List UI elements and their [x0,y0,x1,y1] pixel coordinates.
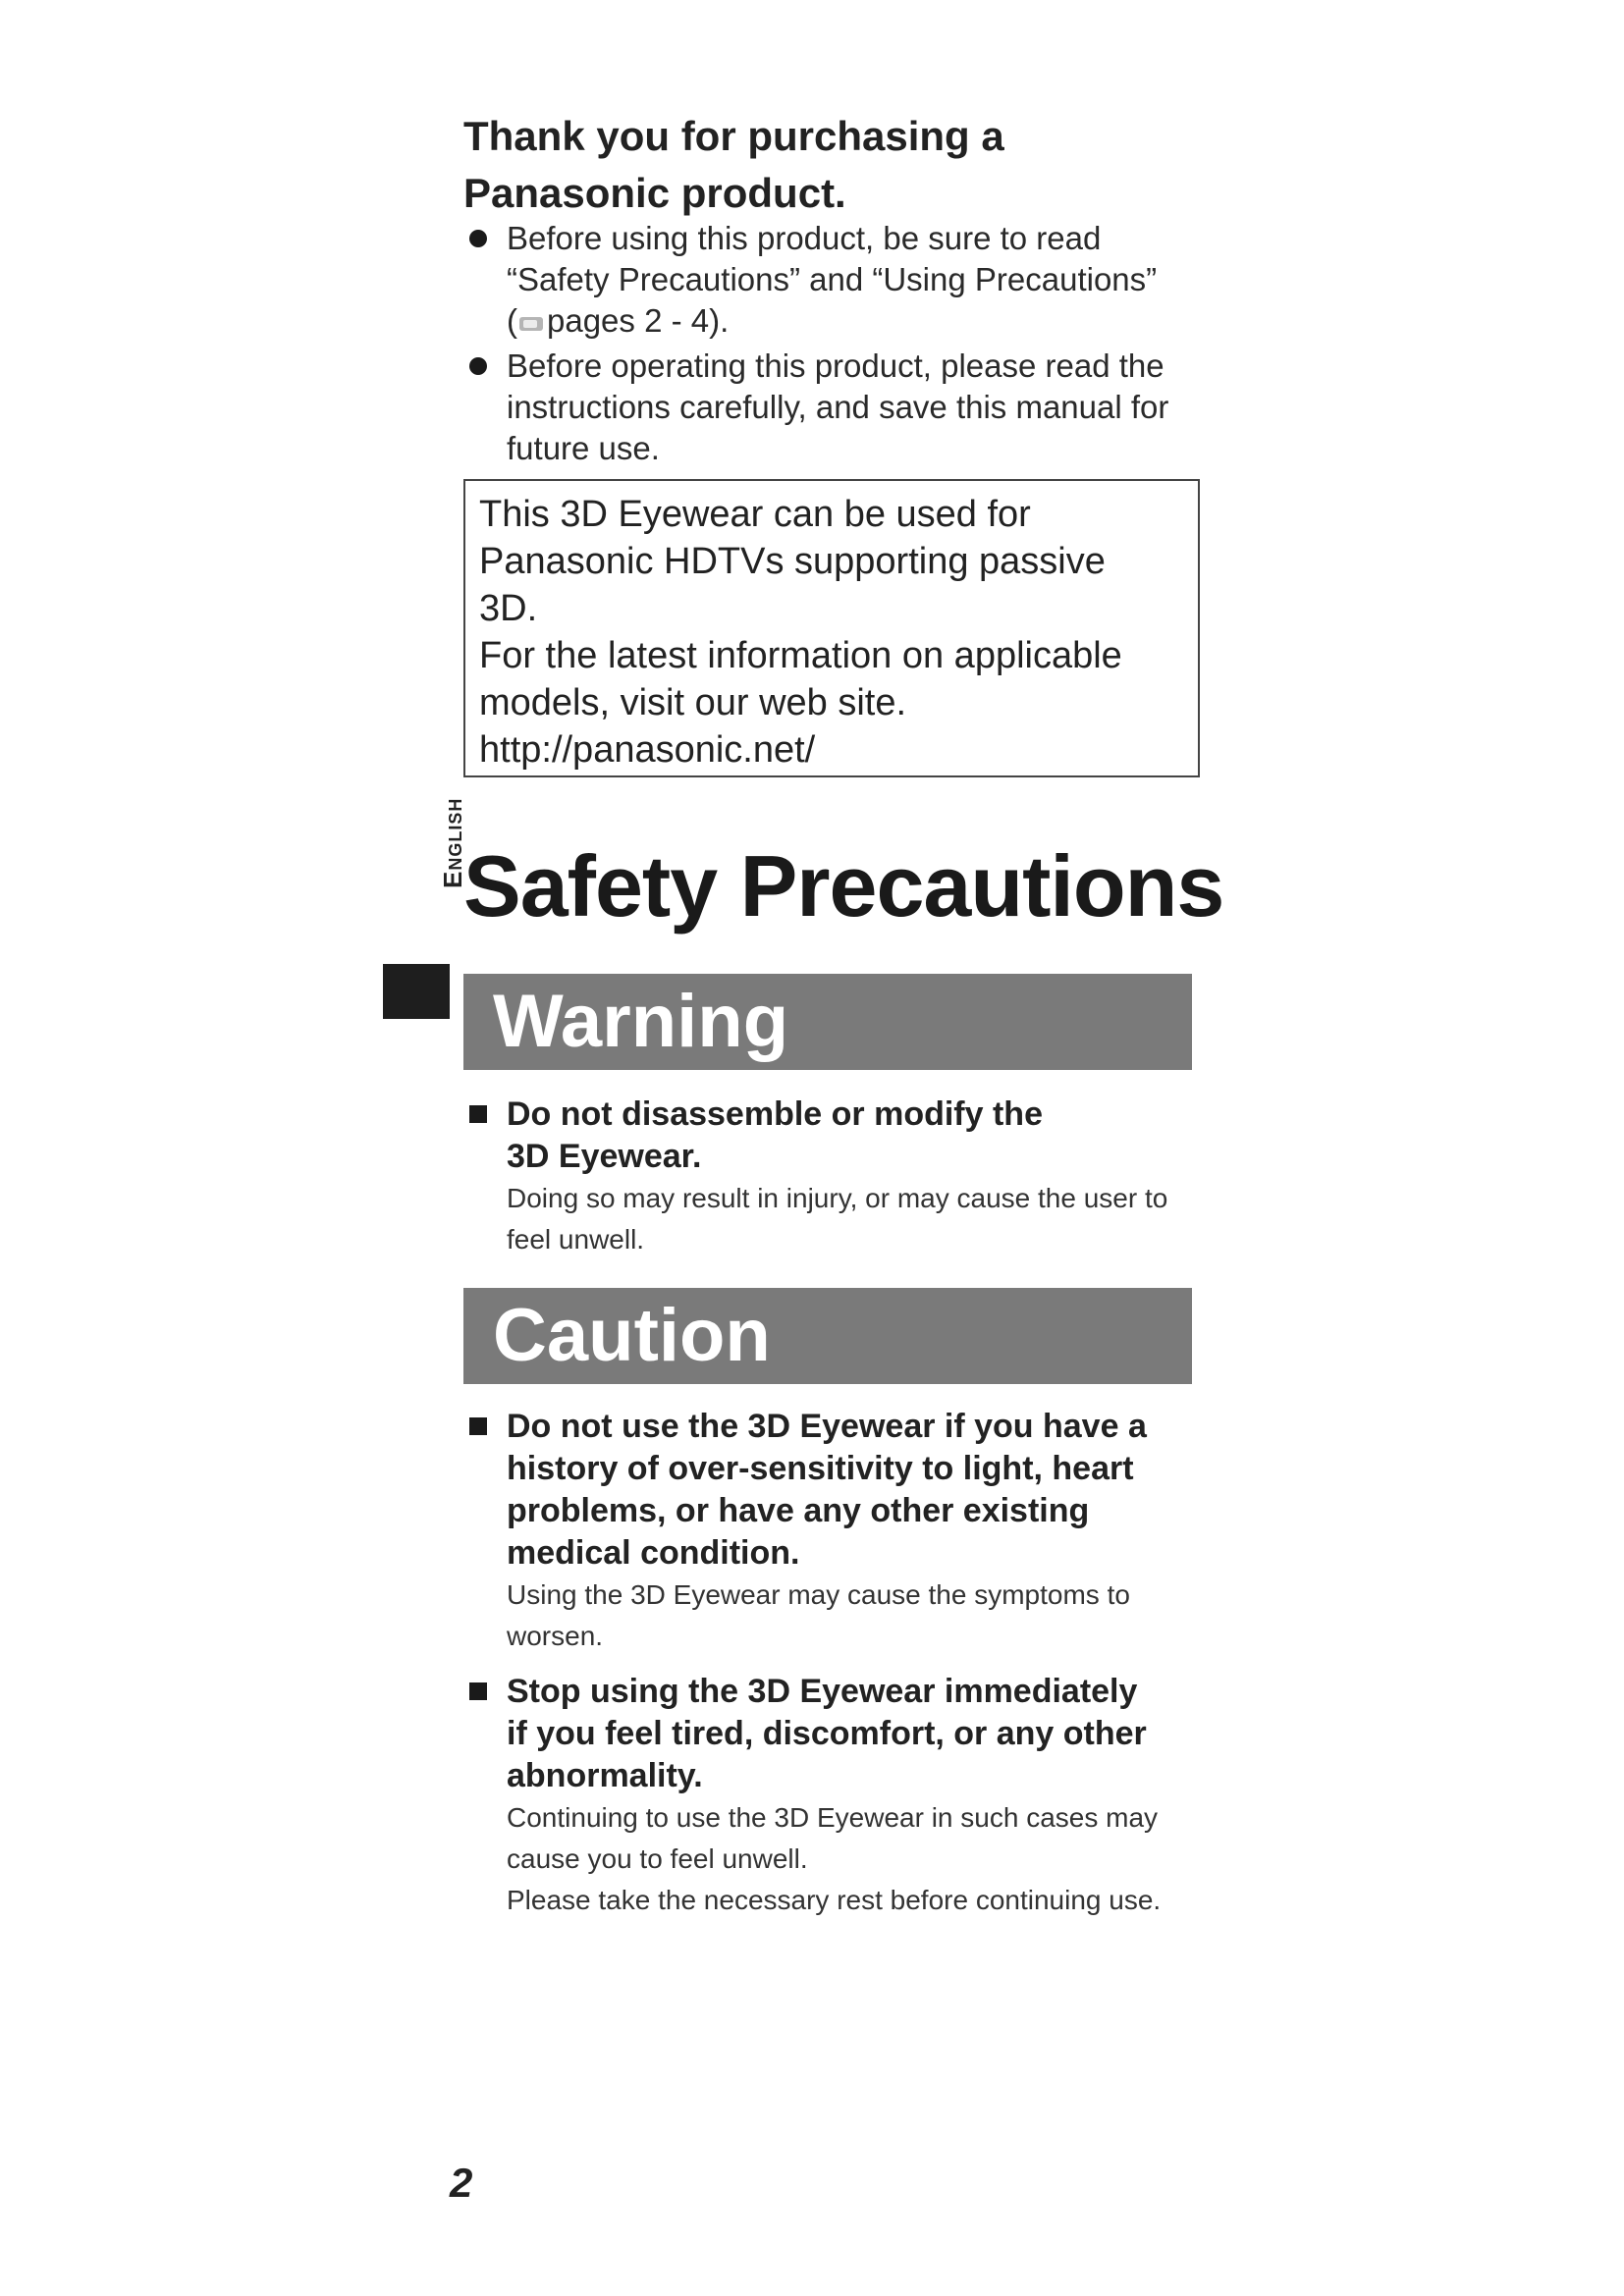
warning-item-description [507,1178,1204,1260]
page-reference-text: pages 2 - 4). [547,302,730,339]
thank-you-heading-line1: Thank you for purchasing a [463,113,1004,159]
caution-item-heading [507,1671,1204,1797]
language-side-tab-marker [383,964,450,1019]
description-line: Doing so may result in injury, or may cause the user to [507,1183,1168,1213]
caution-banner [463,1288,1192,1384]
safety-precautions-title: Safety Precautions [463,837,1224,934]
heading-line: problems, or have any other existing [507,1492,1090,1529]
heading-line: medical condition. [507,1534,800,1572]
bullet-text-line: future use. [507,430,660,466]
heading-line: history of over-sensitivity to light, heart [507,1450,1134,1487]
bullet-text-line: Before using this product, be sure to read [507,220,1102,256]
caution-item-medical [467,1406,1204,1657]
heading-line: Stop using the 3D Eyewear immediately [507,1673,1138,1710]
description-line: Continuing to use the 3D Eyewear in such cases may [507,1802,1159,1833]
warning-item-disassemble [467,1094,1204,1260]
heading-line: abnormality. [507,1757,703,1794]
page-number: 2 [450,2160,473,2206]
info-box-line: Panasonic HDTVs supporting passive [479,541,1106,582]
page-reference-icon [517,313,547,335]
intro-bullet-safety [463,218,1210,342]
info-box-line: models, visit our web site. [479,682,907,723]
warning-item-heading [507,1094,1204,1178]
caution-item-description [507,1797,1204,1921]
thank-you-heading-line2: Panasonic product. [463,170,846,216]
heading-line: if you feel tired, discomfort, or any other [507,1715,1147,1752]
caution-item-heading [507,1406,1204,1575]
bullet-text-line: ( [507,302,517,339]
warning-banner-label: Warning [493,980,789,1063]
intro-bullet-instructions [463,346,1210,469]
heading-line: 3D Eyewear. [507,1138,702,1175]
caution-banner-label: Caution [493,1294,771,1377]
description-line: cause you to feel unwell. [507,1843,808,1874]
caution-item-stop-using [467,1671,1204,1921]
info-box-line: For the latest information on applicable [479,635,1122,676]
description-line: Using the 3D Eyewear may cause the symptoms to [507,1579,1130,1610]
info-box-line: This 3D Eyewear can be used for [479,494,1031,535]
language-side-tab-label: English [438,797,467,888]
bullet-dot-icon [469,230,487,247]
warning-banner [463,974,1192,1070]
intro-bullet-list [463,218,1210,473]
square-bullet-icon [469,1417,487,1435]
compatibility-info-box [463,479,1200,777]
bullet-dot-icon [469,357,487,375]
bullet-text-line: Before operating this product, please read the [507,347,1164,384]
bullet-text-line: instructions carefully, and save this manual for [507,389,1169,425]
website-url: http://panasonic.net/ [479,729,816,771]
square-bullet-icon [469,1682,487,1700]
description-line: Please take the necessary rest before continuing use. [507,1885,1162,1915]
description-line: feel unwell. [507,1224,645,1255]
bullet-text-line: “Safety Precautions” and “Using Precautions” [507,261,1158,297]
heading-line: Do not use the 3D Eyewear if you have a [507,1408,1147,1445]
heading-line: Do not disassemble or modify the [507,1095,1043,1133]
caution-item-description [507,1575,1204,1657]
info-box-line: 3D. [479,588,538,629]
description-line: worsen. [507,1621,604,1651]
thank-you-heading [463,108,1210,222]
square-bullet-icon [469,1105,487,1123]
